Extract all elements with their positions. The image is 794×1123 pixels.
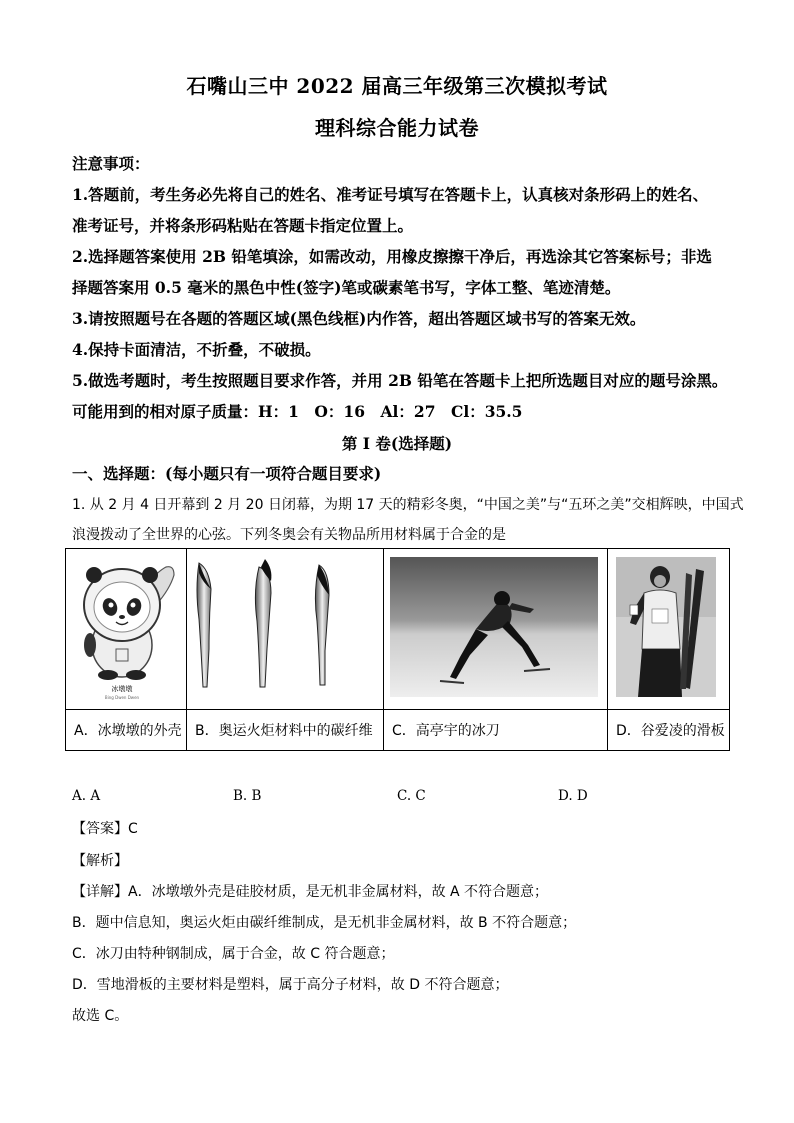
option-c-caption: C．高亭宇的冰刀 bbox=[384, 710, 608, 751]
mascot-label: 冰墩墩 bbox=[111, 685, 133, 693]
option-a-caption: A．冰墩墩的外壳 bbox=[66, 710, 187, 751]
options-table bbox=[65, 548, 730, 751]
notice-line: 2.选择题答案使用 2B 铅笔填涂，如需改动，用橡皮擦擦干净后，再选涂其它答案标号；非选 bbox=[72, 247, 712, 266]
question-stem: 1. 从 2 月 4 日开幕到 2 月 20 日闭幕，为期 17 天的精彩冬奥，“中国之美”与“五环之美”交相辉映，中国式 bbox=[72, 497, 744, 513]
notice-line: 3.请按照题号在各题的答题区域(黑色线框)内作答，超出答题区域书写的答案无效。 bbox=[72, 309, 646, 328]
option-d-caption: D．谷爱凌的滑板 bbox=[608, 710, 730, 751]
option-a-image bbox=[66, 549, 187, 710]
question-stem: 浪漫拨动了全世界的心弦。下列冬奥会有关物品所用材料属于合金的是 bbox=[72, 527, 506, 543]
skier-photo bbox=[608, 549, 728, 705]
analysis-line: B．题中信息知，奥运火炬由碳纤维制成，是无机非金属材料，故 B 不符合题意； bbox=[72, 915, 577, 931]
choice-d[interactable]: D. D bbox=[558, 788, 588, 804]
analysis-label: 【解析】 bbox=[72, 853, 128, 869]
analysis-line: C．冰刀由特种钢制成，属于合金，故 C 符合题意； bbox=[72, 946, 395, 962]
option-b-caption: B．奥运火炬材料中的碳纤维 bbox=[187, 710, 384, 751]
choice-c[interactable]: C. C bbox=[397, 788, 426, 804]
option-c-image bbox=[384, 549, 608, 710]
atomic-mass-line: 可能用到的相对原子质量：H：1 O：16 Al：27 Cl：35.5 bbox=[72, 402, 523, 421]
analysis-line: D．雪地滑板的主要材料是塑料，属于高分子材料，故 D 不符合题意； bbox=[72, 977, 509, 993]
notice-line: 择题答案用 0.5 毫米的黑色中性(签字)笔或碳素笔书写，字体工整、笔迹清楚。 bbox=[72, 278, 621, 297]
notice-line: 4.保持卡面清洁，不折叠，不破损。 bbox=[72, 340, 321, 359]
notice-heading: 注意事项： bbox=[72, 154, 150, 173]
answer-label: 【答案】C bbox=[72, 821, 138, 837]
volume-title: 第 I 卷(选择题) bbox=[341, 434, 453, 453]
notice-line: 1.答题前，考生务必先将自己的姓名、准考证号填写在答题卡上，认真核对条形码上的姓名、 bbox=[72, 185, 709, 204]
exam-subtitle: 理科综合能力试卷 bbox=[315, 116, 479, 140]
speed-skater-photo bbox=[384, 549, 606, 705]
choice-a[interactable]: A. A bbox=[72, 788, 101, 804]
mascot-sublabel: Bing Dwen Dwen bbox=[104, 695, 140, 700]
notice-line: 准考证号，并将条形码粘贴在答题卡指定位置上。 bbox=[72, 216, 414, 235]
notice-line: 5.做选考题时，考生按照题目要求作答，并用 2B 铅笔在答题卡上把所选题目对应的题号涂黑。 bbox=[72, 371, 728, 390]
option-d-image bbox=[608, 549, 730, 710]
mascot-image bbox=[66, 549, 185, 705]
choice-b[interactable]: B. B bbox=[233, 788, 262, 804]
torch-image bbox=[187, 549, 382, 705]
option-b-image bbox=[187, 549, 384, 710]
analysis-line: 故选 C。 bbox=[72, 1008, 129, 1024]
exam-title: 石嘴山三中 2022 届高三年级第三次模拟考试 bbox=[186, 74, 608, 98]
part-title: 一、选择题：(每小题只有一项符合题目要求) bbox=[72, 464, 382, 483]
analysis-line: 【详解】A．冰墩墩外壳是硅胶材质，是无机非金属材料，故 A 不符合题意； bbox=[72, 884, 549, 900]
